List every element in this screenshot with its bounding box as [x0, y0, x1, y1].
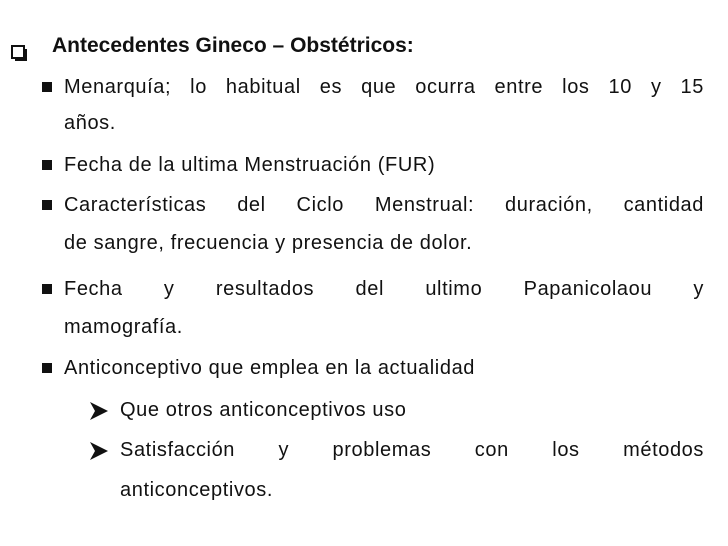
list-item-line: Anticonceptivo que emplea en la actualidad — [64, 357, 476, 379]
sub-list-item-line: anticonceptivos. — [120, 479, 274, 501]
list-item-line: Fecha y resultados del ultimo Papanicolaou y — [64, 278, 704, 300]
arrowhead-bullet-icon — [88, 440, 110, 462]
list-item-line: años. — [64, 112, 116, 134]
sub-list-item-line: Satisfacción y problemas con los métodos — [120, 439, 704, 461]
filled-square-bullet-icon — [42, 200, 52, 210]
section-heading: Antecedentes Gineco – Obstétricos: — [52, 34, 414, 57]
filled-square-bullet-icon — [42, 160, 52, 170]
arrowhead-bullet-icon — [88, 400, 110, 422]
hollow-square-bullet-icon — [10, 44, 30, 64]
sub-list-item-line: Que otros anticonceptivos uso — [120, 399, 407, 421]
list-item-line: de sangre, frecuencia y presencia de dolor. — [64, 232, 473, 254]
filled-square-bullet-icon — [42, 363, 52, 373]
list-item-line: Características del Ciclo Menstrual: duración, cantidad — [64, 194, 704, 216]
filled-square-bullet-icon — [42, 284, 52, 294]
list-item-line: Menarquía; lo habitual es que ocurra entre los 10 y 15 — [64, 76, 704, 98]
filled-square-bullet-icon — [42, 82, 52, 92]
list-item-line: Fecha de la ultima Menstruación (FUR) — [64, 154, 436, 176]
list-item-line: mamografía. — [64, 316, 183, 338]
